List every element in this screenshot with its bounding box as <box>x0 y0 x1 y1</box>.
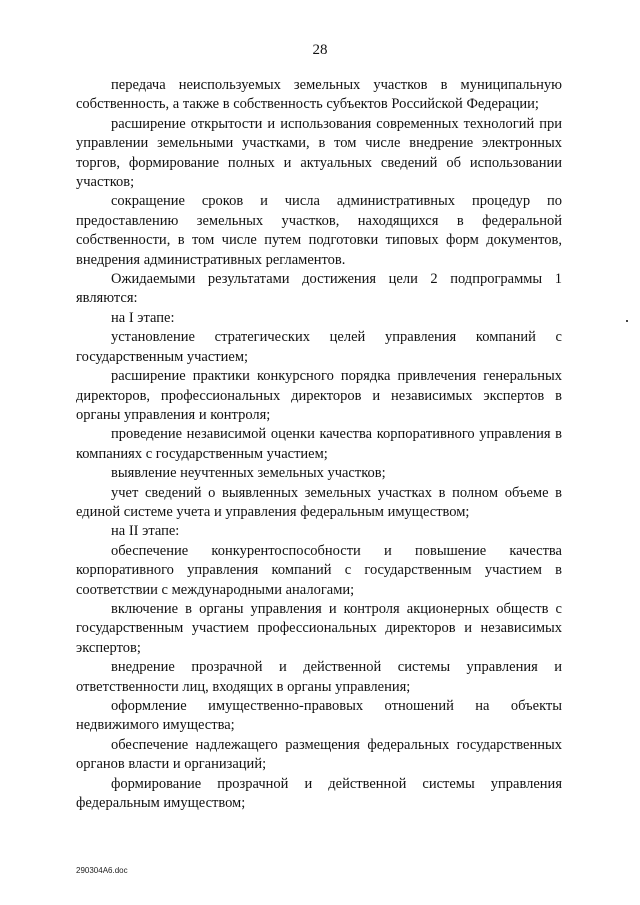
paragraph: расширение практики конкурсного порядка привлечения генеральных директоров, профессиональных директоров и независимых экспертов в органы управления и контроля; <box>76 368 562 423</box>
paragraph: сокращение сроков и числа административных процедур по предоставлению земельных участков, находящихся в федеральной собственности, в том числе путем подготовки типовых форм документов, внедрения административных регламентов. <box>76 193 562 268</box>
document-body <box>76 76 562 813</box>
paragraph: на I этапе: <box>111 309 175 326</box>
paragraph: выявление неучтенных земельных участков; <box>111 465 386 482</box>
paragraph: расширение открытости и использования современных технологий при управлении земельными участками, в том числе внедрение электронных торгов, формирование полных и актуальных сведений об использовании участков; <box>76 115 562 191</box>
paragraph: обеспечение конкурентоспособности и повышение качества корпоративного управления компаний с государственным участием в соответствии с международными аналогами; <box>76 542 562 598</box>
file-name-footer: 290304A6.doc <box>76 866 128 875</box>
page-number: 28 <box>312 42 328 58</box>
paragraph: проведение независимой оценки качества корпоративного управления в компаниях с государственным участием; <box>76 426 562 462</box>
paragraph: установление стратегических целей управления компаний с государственным участием; <box>76 329 562 365</box>
paragraph: передача неиспользуемых земельных участков в муниципальную собственность, а также в собственность субъектов Российской Федерации; <box>76 77 562 113</box>
paragraph: внедрение прозрачной и действенной системы управления и ответственности лиц, входящих в органы управления; <box>76 659 562 695</box>
paragraph: формирование прозрачной и действенной системы управления федеральным имуществом; <box>76 775 562 812</box>
paragraph: учет сведений о выявленных земельных участках в полном объеме в единой системе учета и управления федеральным имуществом; <box>76 484 562 520</box>
paragraph: включение в органы управления и контроля акционерных обществ с государственным участием профессиональных директоров и независимых экспертов; <box>76 600 562 656</box>
scan-mark <box>626 320 628 322</box>
paragraph: Ожидаемыми результатами достижения цели 2 подпрограммы 1 являются: <box>76 271 562 307</box>
paragraph: на II этапе: <box>111 523 180 540</box>
paragraph: обеспечение надлежащего размещения федеральных государственных органов власти и организаций; <box>76 736 562 773</box>
paragraph: оформление имущественно-правовых отношений на объекты недвижимого имущества; <box>76 698 562 734</box>
